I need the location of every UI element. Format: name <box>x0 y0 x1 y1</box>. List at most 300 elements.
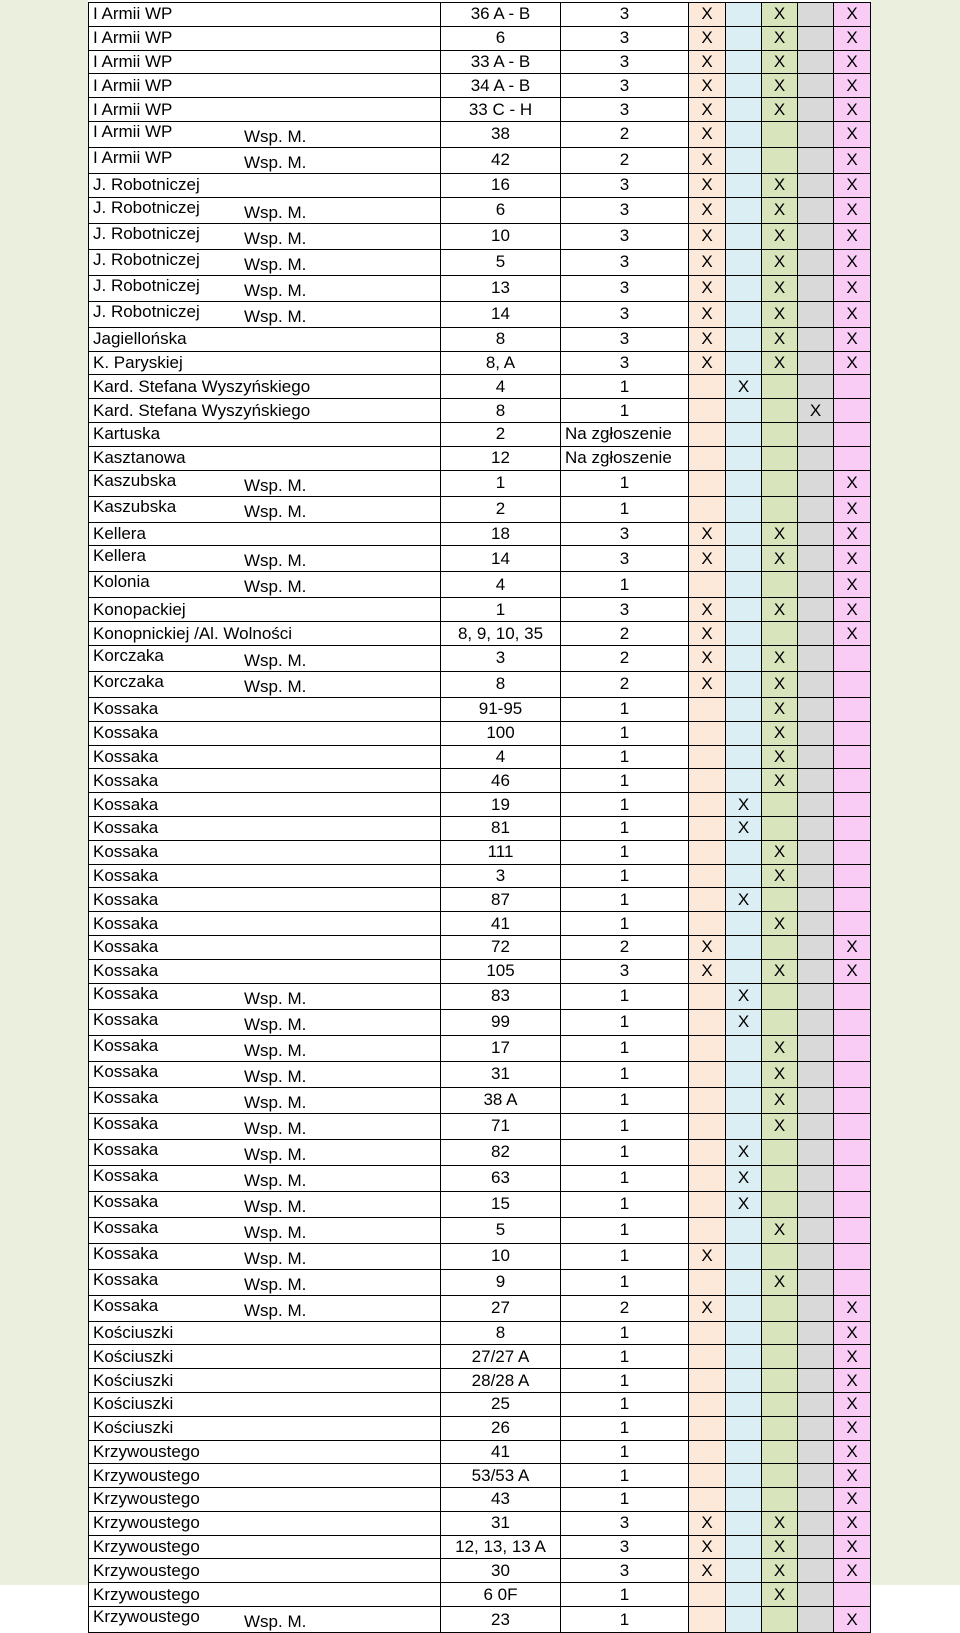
mark-cell-2[interactable] <box>726 1113 762 1139</box>
house-number-cell[interactable]: 27/27 A <box>441 1345 561 1369</box>
mark-cell-2[interactable] <box>726 173 762 197</box>
house-number-cell[interactable]: 33 A - B <box>441 50 561 74</box>
house-number-cell[interactable]: 30 <box>441 1559 561 1583</box>
mark-cell-3[interactable]: X <box>762 864 798 888</box>
mark-cell-5[interactable] <box>834 840 871 864</box>
mark-cell-5[interactable] <box>834 912 871 936</box>
mark-cell-1[interactable]: X <box>689 959 726 983</box>
mark-cell-3[interactable]: X <box>762 223 798 249</box>
house-number-cell[interactable]: 14 <box>441 301 561 327</box>
mark-cell-5[interactable]: X <box>834 598 871 622</box>
mark-cell-3[interactable]: X <box>762 74 798 98</box>
mark-cell-2[interactable] <box>726 745 762 769</box>
street-cell[interactable] <box>89 959 441 983</box>
house-number-cell[interactable]: 87 <box>441 888 561 912</box>
count-cell[interactable]: 2 <box>561 121 689 147</box>
count-cell[interactable]: 3 <box>561 50 689 74</box>
mark-cell-5[interactable]: X <box>834 173 871 197</box>
mark-cell-4[interactable] <box>798 622 834 646</box>
mark-cell-4[interactable] <box>798 1009 834 1035</box>
mark-cell-5[interactable]: X <box>834 1464 871 1488</box>
mark-cell-2[interactable] <box>726 1035 762 1061</box>
mark-cell-3[interactable] <box>762 1488 798 1512</box>
house-number-cell[interactable]: 81 <box>441 816 561 840</box>
count-cell[interactable]: 3 <box>561 1559 689 1583</box>
count-cell[interactable]: 1 <box>561 1464 689 1488</box>
house-number-cell[interactable]: 83 <box>441 983 561 1009</box>
mark-cell-4[interactable] <box>798 1217 834 1243</box>
mark-cell-3[interactable] <box>762 1295 798 1321</box>
mark-cell-4[interactable] <box>798 840 834 864</box>
mark-cell-2[interactable]: X <box>726 983 762 1009</box>
mark-cell-5[interactable] <box>834 446 871 470</box>
mark-cell-1[interactable]: X <box>689 301 726 327</box>
street-cell[interactable] <box>89 793 441 817</box>
street-cell[interactable] <box>89 697 441 721</box>
street-cell[interactable] <box>89 840 441 864</box>
house-number-cell[interactable]: 19 <box>441 793 561 817</box>
mark-cell-5[interactable]: X <box>834 301 871 327</box>
mark-cell-1[interactable] <box>689 769 726 793</box>
count-cell[interactable]: 3 <box>561 598 689 622</box>
mark-cell-4[interactable] <box>798 446 834 470</box>
count-cell[interactable]: 1 <box>561 1009 689 1035</box>
mark-cell-5[interactable] <box>834 745 871 769</box>
mark-cell-4[interactable] <box>798 793 834 817</box>
count-cell[interactable]: 1 <box>561 496 689 522</box>
mark-cell-4[interactable] <box>798 1165 834 1191</box>
street-cell[interactable] <box>89 1369 441 1393</box>
mark-cell-3[interactable]: X <box>762 769 798 793</box>
mark-cell-1[interactable] <box>689 1392 726 1416</box>
house-number-cell[interactable]: 8 <box>441 1321 561 1345</box>
count-cell[interactable]: Na zgłoszenie <box>561 446 689 470</box>
house-number-cell[interactable]: 53/53 A <box>441 1464 561 1488</box>
street-cell[interactable] <box>89 1583 441 1607</box>
count-cell[interactable]: 1 <box>561 1139 689 1165</box>
street-cell[interactable] <box>89 1392 441 1416</box>
mark-cell-2[interactable]: X <box>726 1191 762 1217</box>
house-number-cell[interactable]: 46 <box>441 769 561 793</box>
mark-cell-2[interactable] <box>726 645 762 671</box>
mark-cell-3[interactable]: X <box>762 1217 798 1243</box>
mark-cell-4[interactable] <box>798 769 834 793</box>
house-number-cell[interactable]: 71 <box>441 1113 561 1139</box>
count-cell[interactable]: 3 <box>561 275 689 301</box>
house-number-cell[interactable]: 17 <box>441 1035 561 1061</box>
mark-cell-1[interactable]: X <box>689 546 726 572</box>
mark-cell-4[interactable] <box>798 1511 834 1535</box>
street-cell[interactable] <box>89 598 441 622</box>
mark-cell-5[interactable]: X <box>834 98 871 122</box>
street-cell[interactable] <box>89 351 441 375</box>
mark-cell-3[interactable]: X <box>762 197 798 223</box>
mark-cell-1[interactable] <box>689 1113 726 1139</box>
mark-cell-4[interactable] <box>798 422 834 446</box>
mark-cell-4[interactable] <box>798 50 834 74</box>
mark-cell-3[interactable] <box>762 888 798 912</box>
mark-cell-4[interactable] <box>798 959 834 983</box>
mark-cell-3[interactable] <box>762 1416 798 1440</box>
mark-cell-4[interactable] <box>798 1191 834 1217</box>
mark-cell-5[interactable]: X <box>834 1369 871 1393</box>
mark-cell-1[interactable]: X <box>689 74 726 98</box>
house-number-cell[interactable]: 82 <box>441 1139 561 1165</box>
mark-cell-4[interactable] <box>798 1139 834 1165</box>
mark-cell-1[interactable]: X <box>689 173 726 197</box>
count-cell[interactable]: 1 <box>561 1165 689 1191</box>
mark-cell-1[interactable]: X <box>689 622 726 646</box>
mark-cell-2[interactable]: X <box>726 793 762 817</box>
mark-cell-1[interactable]: X <box>689 645 726 671</box>
mark-cell-2[interactable] <box>726 50 762 74</box>
street-cell[interactable] <box>89 1035 441 1061</box>
mark-cell-1[interactable] <box>689 1061 726 1087</box>
mark-cell-5[interactable]: X <box>834 496 871 522</box>
mark-cell-1[interactable]: X <box>689 671 726 697</box>
mark-cell-1[interactable]: X <box>689 249 726 275</box>
mark-cell-2[interactable] <box>726 697 762 721</box>
mark-cell-3[interactable]: X <box>762 1113 798 1139</box>
mark-cell-3[interactable]: X <box>762 598 798 622</box>
mark-cell-3[interactable]: X <box>762 745 798 769</box>
mark-cell-4[interactable] <box>798 1392 834 1416</box>
mark-cell-2[interactable] <box>726 1535 762 1559</box>
mark-cell-5[interactable]: X <box>834 1440 871 1464</box>
house-number-cell[interactable]: 8, A <box>441 351 561 375</box>
mark-cell-5[interactable]: X <box>834 1511 871 1535</box>
house-number-cell[interactable]: 105 <box>441 959 561 983</box>
count-cell[interactable]: 1 <box>561 1369 689 1393</box>
count-cell[interactable]: 2 <box>561 1295 689 1321</box>
mark-cell-2[interactable] <box>726 327 762 351</box>
street-cell[interactable] <box>89 935 441 959</box>
count-cell[interactable]: 2 <box>561 935 689 959</box>
count-cell[interactable]: 1 <box>561 1488 689 1512</box>
count-cell[interactable]: 3 <box>561 223 689 249</box>
mark-cell-1[interactable]: X <box>689 1243 726 1269</box>
mark-cell-3[interactable]: X <box>762 721 798 745</box>
street-cell[interactable] <box>89 496 441 522</box>
mark-cell-3[interactable] <box>762 983 798 1009</box>
mark-cell-4[interactable] <box>798 1369 834 1393</box>
street-cell[interactable] <box>89 1139 441 1165</box>
house-number-cell[interactable]: 4 <box>441 572 561 598</box>
mark-cell-1[interactable] <box>689 399 726 423</box>
mark-cell-5[interactable]: X <box>834 1607 871 1633</box>
mark-cell-5[interactable]: X <box>834 121 871 147</box>
mark-cell-4[interactable]: X <box>798 399 834 423</box>
mark-cell-1[interactable] <box>689 1440 726 1464</box>
count-cell[interactable]: 1 <box>561 1583 689 1607</box>
street-cell[interactable] <box>89 121 441 147</box>
house-number-cell[interactable]: 3 <box>441 864 561 888</box>
count-cell[interactable]: 3 <box>561 197 689 223</box>
mark-cell-3[interactable]: X <box>762 327 798 351</box>
mark-cell-2[interactable] <box>726 3 762 27</box>
street-cell[interactable] <box>89 74 441 98</box>
mark-cell-1[interactable]: X <box>689 1535 726 1559</box>
mark-cell-2[interactable] <box>726 147 762 173</box>
mark-cell-1[interactable] <box>689 1217 726 1243</box>
mark-cell-4[interactable] <box>798 1416 834 1440</box>
mark-cell-1[interactable]: X <box>689 223 726 249</box>
mark-cell-1[interactable]: X <box>689 1295 726 1321</box>
house-number-cell[interactable]: 63 <box>441 1165 561 1191</box>
mark-cell-3[interactable]: X <box>762 1061 798 1087</box>
mark-cell-4[interactable] <box>798 671 834 697</box>
mark-cell-3[interactable]: X <box>762 50 798 74</box>
mark-cell-5[interactable]: X <box>834 351 871 375</box>
mark-cell-2[interactable] <box>726 351 762 375</box>
mark-cell-5[interactable]: X <box>834 147 871 173</box>
street-cell[interactable] <box>89 422 441 446</box>
street-cell[interactable] <box>89 249 441 275</box>
mark-cell-3[interactable]: X <box>762 301 798 327</box>
mark-cell-5[interactable] <box>834 888 871 912</box>
mark-cell-4[interactable] <box>798 721 834 745</box>
mark-cell-5[interactable]: X <box>834 275 871 301</box>
house-number-cell[interactable]: 16 <box>441 173 561 197</box>
mark-cell-4[interactable] <box>798 1035 834 1061</box>
mark-cell-1[interactable] <box>689 1009 726 1035</box>
mark-cell-5[interactable]: X <box>834 572 871 598</box>
mark-cell-2[interactable] <box>726 1295 762 1321</box>
mark-cell-3[interactable] <box>762 496 798 522</box>
house-number-cell[interactable]: 6 <box>441 197 561 223</box>
mark-cell-5[interactable] <box>834 1009 871 1035</box>
mark-cell-4[interactable] <box>798 1583 834 1607</box>
mark-cell-2[interactable] <box>726 422 762 446</box>
street-cell[interactable] <box>89 197 441 223</box>
count-cell[interactable]: 1 <box>561 912 689 936</box>
count-cell[interactable]: 3 <box>561 26 689 50</box>
mark-cell-5[interactable]: X <box>834 1535 871 1559</box>
mark-cell-3[interactable] <box>762 622 798 646</box>
count-cell[interactable]: 1 <box>561 983 689 1009</box>
house-number-cell[interactable]: 41 <box>441 912 561 936</box>
street-cell[interactable] <box>89 816 441 840</box>
mark-cell-2[interactable] <box>726 912 762 936</box>
house-number-cell[interactable]: 10 <box>441 223 561 249</box>
mark-cell-4[interactable] <box>798 1440 834 1464</box>
mark-cell-3[interactable] <box>762 1009 798 1035</box>
mark-cell-3[interactable]: X <box>762 840 798 864</box>
count-cell[interactable]: 1 <box>561 375 689 399</box>
house-number-cell[interactable]: 42 <box>441 147 561 173</box>
house-number-cell[interactable]: 4 <box>441 745 561 769</box>
mark-cell-4[interactable] <box>798 1295 834 1321</box>
count-cell[interactable]: 1 <box>561 1035 689 1061</box>
mark-cell-2[interactable] <box>726 1464 762 1488</box>
house-number-cell[interactable]: 31 <box>441 1511 561 1535</box>
street-cell[interactable] <box>89 470 441 496</box>
mark-cell-2[interactable] <box>726 1217 762 1243</box>
street-cell[interactable] <box>89 645 441 671</box>
mark-cell-2[interactable] <box>726 197 762 223</box>
mark-cell-4[interactable] <box>798 864 834 888</box>
mark-cell-3[interactable]: X <box>762 98 798 122</box>
mark-cell-1[interactable] <box>689 816 726 840</box>
mark-cell-5[interactable] <box>834 671 871 697</box>
mark-cell-5[interactable]: X <box>834 1392 871 1416</box>
count-cell[interactable]: 1 <box>561 721 689 745</box>
mark-cell-5[interactable]: X <box>834 622 871 646</box>
mark-cell-4[interactable] <box>798 173 834 197</box>
count-cell[interactable]: 2 <box>561 147 689 173</box>
count-cell[interactable]: 3 <box>561 173 689 197</box>
count-cell[interactable]: 1 <box>561 1191 689 1217</box>
mark-cell-3[interactable]: X <box>762 1511 798 1535</box>
street-cell[interactable] <box>89 983 441 1009</box>
street-cell[interactable] <box>89 1087 441 1113</box>
mark-cell-2[interactable] <box>726 26 762 50</box>
count-cell[interactable]: 1 <box>561 1392 689 1416</box>
mark-cell-3[interactable] <box>762 121 798 147</box>
count-cell[interactable]: 1 <box>561 745 689 769</box>
mark-cell-4[interactable] <box>798 1535 834 1559</box>
mark-cell-1[interactable] <box>689 446 726 470</box>
mark-cell-4[interactable] <box>798 888 834 912</box>
house-number-cell[interactable]: 111 <box>441 840 561 864</box>
count-cell[interactable]: 2 <box>561 671 689 697</box>
house-number-cell[interactable]: 28/28 A <box>441 1369 561 1393</box>
street-cell[interactable] <box>89 1511 441 1535</box>
count-cell[interactable]: 2 <box>561 622 689 646</box>
mark-cell-5[interactable]: X <box>834 327 871 351</box>
street-cell[interactable] <box>89 1269 441 1295</box>
house-number-cell[interactable]: 41 <box>441 1440 561 1464</box>
street-cell[interactable] <box>89 888 441 912</box>
count-cell[interactable]: 1 <box>561 1217 689 1243</box>
mark-cell-1[interactable] <box>689 1087 726 1113</box>
house-number-cell[interactable]: 27 <box>441 1295 561 1321</box>
mark-cell-3[interactable] <box>762 1392 798 1416</box>
count-cell[interactable]: 1 <box>561 1269 689 1295</box>
count-cell[interactable]: 3 <box>561 959 689 983</box>
mark-cell-2[interactable]: X <box>726 888 762 912</box>
mark-cell-4[interactable] <box>798 351 834 375</box>
mark-cell-2[interactable]: X <box>726 1139 762 1165</box>
mark-cell-5[interactable] <box>834 769 871 793</box>
mark-cell-3[interactable]: X <box>762 1583 798 1607</box>
mark-cell-3[interactable] <box>762 147 798 173</box>
street-cell[interactable] <box>89 50 441 74</box>
mark-cell-2[interactable] <box>726 1321 762 1345</box>
mark-cell-1[interactable]: X <box>689 197 726 223</box>
count-cell[interactable]: 3 <box>561 522 689 546</box>
house-number-cell[interactable]: 12 <box>441 446 561 470</box>
street-cell[interactable] <box>89 745 441 769</box>
count-cell[interactable]: 1 <box>561 864 689 888</box>
mark-cell-4[interactable] <box>798 1607 834 1633</box>
count-cell[interactable]: 1 <box>561 816 689 840</box>
mark-cell-4[interactable] <box>798 1087 834 1113</box>
mark-cell-5[interactable]: X <box>834 522 871 546</box>
mark-cell-4[interactable] <box>798 598 834 622</box>
mark-cell-2[interactable] <box>726 74 762 98</box>
house-number-cell[interactable]: 4 <box>441 375 561 399</box>
mark-cell-2[interactable] <box>726 769 762 793</box>
mark-cell-2[interactable] <box>726 598 762 622</box>
mark-cell-4[interactable] <box>798 935 834 959</box>
house-number-cell[interactable]: 8 <box>441 327 561 351</box>
street-cell[interactable] <box>89 622 441 646</box>
mark-cell-4[interactable] <box>798 3 834 27</box>
mark-cell-4[interactable] <box>798 1559 834 1583</box>
mark-cell-3[interactable] <box>762 1321 798 1345</box>
house-number-cell[interactable]: 36 A - B <box>441 3 561 27</box>
mark-cell-3[interactable]: X <box>762 522 798 546</box>
mark-cell-2[interactable] <box>726 572 762 598</box>
mark-cell-4[interactable] <box>798 375 834 399</box>
mark-cell-5[interactable]: X <box>834 1559 871 1583</box>
street-cell[interactable] <box>89 173 441 197</box>
street-cell[interactable] <box>89 1295 441 1321</box>
count-cell[interactable]: 3 <box>561 3 689 27</box>
street-cell[interactable] <box>89 275 441 301</box>
count-cell[interactable]: 1 <box>561 793 689 817</box>
mark-cell-3[interactable]: X <box>762 697 798 721</box>
mark-cell-1[interactable]: X <box>689 3 726 27</box>
mark-cell-4[interactable] <box>798 983 834 1009</box>
mark-cell-4[interactable] <box>798 223 834 249</box>
house-number-cell[interactable]: 99 <box>441 1009 561 1035</box>
mark-cell-5[interactable] <box>834 816 871 840</box>
mark-cell-2[interactable] <box>726 840 762 864</box>
mark-cell-5[interactable] <box>834 399 871 423</box>
mark-cell-5[interactable]: X <box>834 470 871 496</box>
mark-cell-1[interactable] <box>689 840 726 864</box>
mark-cell-4[interactable] <box>798 301 834 327</box>
street-cell[interactable] <box>89 223 441 249</box>
house-number-cell[interactable]: 38 A <box>441 1087 561 1113</box>
mark-cell-4[interactable] <box>798 645 834 671</box>
mark-cell-5[interactable]: X <box>834 74 871 98</box>
mark-cell-2[interactable] <box>726 121 762 147</box>
mark-cell-2[interactable] <box>726 1243 762 1269</box>
mark-cell-3[interactable]: X <box>762 26 798 50</box>
house-number-cell[interactable]: 33 C - H <box>441 98 561 122</box>
count-cell[interactable]: 1 <box>561 1440 689 1464</box>
mark-cell-5[interactable]: X <box>834 223 871 249</box>
mark-cell-4[interactable] <box>798 546 834 572</box>
mark-cell-5[interactable]: X <box>834 935 871 959</box>
count-cell[interactable]: 1 <box>561 572 689 598</box>
mark-cell-4[interactable] <box>798 1061 834 1087</box>
house-number-cell[interactable]: 31 <box>441 1061 561 1087</box>
mark-cell-5[interactable] <box>834 375 871 399</box>
mark-cell-2[interactable] <box>726 1559 762 1583</box>
mark-cell-4[interactable] <box>798 249 834 275</box>
count-cell[interactable]: 3 <box>561 98 689 122</box>
mark-cell-5[interactable]: X <box>834 1295 871 1321</box>
mark-cell-5[interactable] <box>834 793 871 817</box>
mark-cell-4[interactable] <box>798 816 834 840</box>
mark-cell-2[interactable] <box>726 446 762 470</box>
mark-cell-4[interactable] <box>798 1464 834 1488</box>
count-cell[interactable]: 1 <box>561 1416 689 1440</box>
count-cell[interactable]: 1 <box>561 1321 689 1345</box>
mark-cell-5[interactable] <box>834 983 871 1009</box>
mark-cell-5[interactable] <box>834 721 871 745</box>
mark-cell-1[interactable] <box>689 1488 726 1512</box>
mark-cell-2[interactable] <box>726 622 762 646</box>
mark-cell-3[interactable]: X <box>762 173 798 197</box>
mark-cell-4[interactable] <box>798 197 834 223</box>
house-number-cell[interactable]: 25 <box>441 1392 561 1416</box>
mark-cell-1[interactable] <box>689 912 726 936</box>
